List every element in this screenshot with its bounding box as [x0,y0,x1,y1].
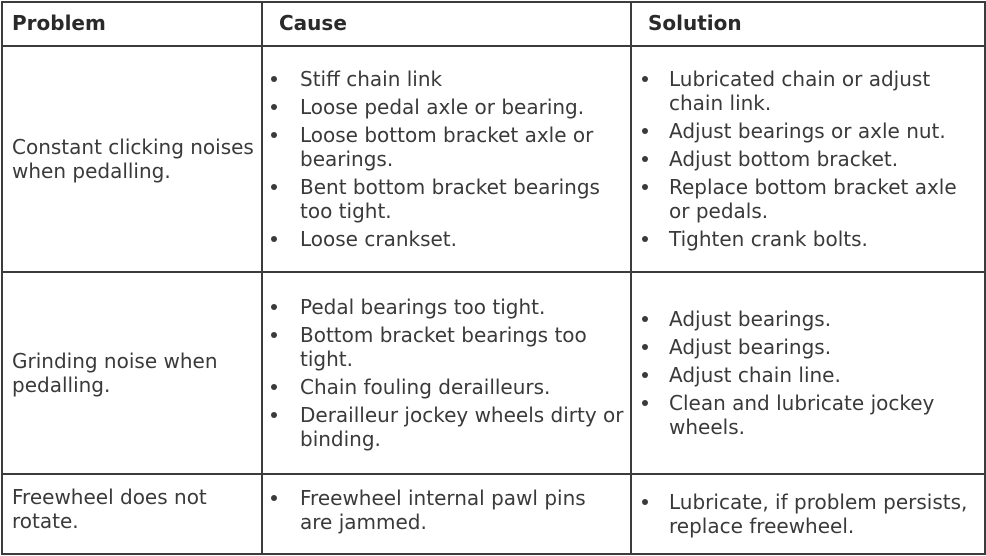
cause-item [263,175,624,223]
solution-item [632,175,978,223]
cause-text: Pedal bearings too tight. [300,295,546,319]
header-solution-label: Solution [648,10,742,35]
bullet-icon [271,104,277,110]
bullet-icon [642,344,648,350]
solution-list [632,475,984,538]
problem-cell [2,474,262,554]
cause-item [263,123,624,171]
bullet-icon [642,316,648,322]
header-solution [631,2,985,46]
table-header-row [2,2,985,46]
problem-cell [2,272,262,474]
solution-text: Lubricated chain or adjust chain link. [669,67,931,115]
bullet-icon [271,184,277,190]
solution-text: Adjust chain line. [669,363,841,387]
cause-text: Bottom bracket bearings too tight. [300,323,587,371]
solution-text: Adjust bottom bracket. [669,147,899,171]
bullet-icon [642,372,648,378]
solution-item [632,391,978,439]
cause-item [263,95,624,119]
solution-item [632,363,978,387]
solution-text: Replace bottom bracket axle or pedals. [669,175,957,223]
bullet-icon [271,412,277,418]
solution-item [632,147,978,171]
cause-item [263,67,624,91]
cause-item [263,375,624,399]
header-cause [262,2,631,46]
solution-text: Clean and lubricate jockey wheels. [669,391,935,439]
cause-item [263,403,624,451]
cause-text: Chain fouling derailleurs. [300,375,551,399]
header-problem [2,2,262,46]
cause-list [263,67,630,251]
solution-item [632,335,978,359]
problem-text: Grinding noise when pedalling. [12,349,218,397]
solution-item [632,119,978,143]
cause-text: Loose pedal axle or bearing. [300,95,585,119]
cause-item [263,486,624,534]
cause-text: Loose bottom bracket axle or bearings. [300,123,594,171]
cause-item [263,323,624,371]
header-problem-label: Problem [12,10,106,35]
problem-text: Constant clicking noises when pedalling. [12,135,254,183]
cause-cell [262,474,631,554]
solution-text: Adjust bearings. [669,335,832,359]
bullet-icon [642,76,648,82]
problem-cell [2,46,262,272]
bullet-icon [642,499,648,505]
solution-item [632,307,978,331]
solution-cell [631,46,985,272]
troubleshooting-table [1,1,986,555]
solution-text: Adjust bearings or axle nut. [669,119,946,143]
bullet-icon [271,384,277,390]
bullet-icon [642,156,648,162]
solution-item [632,490,978,538]
cause-text: Bent bottom bracket bearings too tight. [300,175,600,223]
header-cause-label: Cause [279,10,347,35]
cause-list [263,475,630,534]
cause-cell [262,46,631,272]
bullet-icon [642,400,648,406]
bullet-icon [642,128,648,134]
cause-item [263,227,624,251]
solution-cell [631,272,985,474]
solution-text: Lubricate, if problem persists, replace freewheel. [669,490,968,538]
table-row [2,272,985,474]
solution-cell [631,474,985,554]
cause-cell [262,272,631,474]
bullet-icon [271,76,277,82]
solution-list [632,307,984,439]
cause-item [263,295,624,319]
solution-text: Tighten crank bolts. [669,227,868,251]
table-row [2,474,985,554]
solution-item [632,67,978,115]
cause-text: Derailleur jockey wheels dirty or binding. [300,403,624,451]
solution-item [632,227,978,251]
bullet-icon [642,236,648,242]
solution-text: Adjust bearings. [669,307,832,331]
cause-text: Stiff chain link [300,67,443,91]
solution-list [632,67,984,251]
bullet-icon [271,332,277,338]
bullet-icon [271,236,277,242]
bullet-icon [271,132,277,138]
bullet-icon [271,304,277,310]
bullet-icon [271,495,277,501]
table-row [2,46,985,272]
bullet-icon [642,184,648,190]
problem-text: Freewheel does not rotate. [12,485,207,533]
cause-text: Freewheel internal pawl pins are jammed. [300,486,586,534]
cause-text: Loose crankset. [300,227,458,251]
cause-list [263,295,630,451]
